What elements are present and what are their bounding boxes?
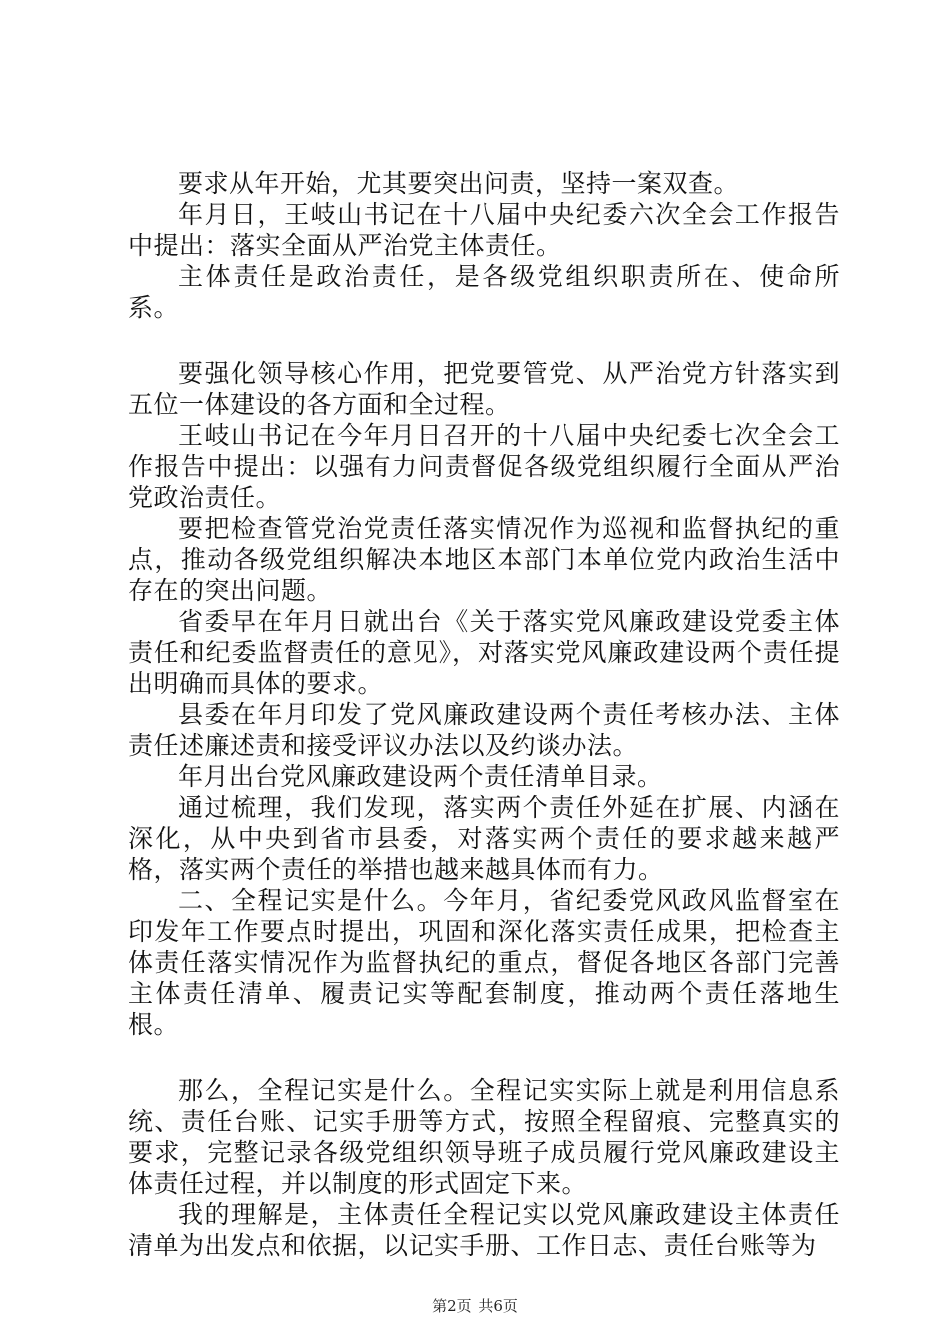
paragraph-6: 要把检查管党治党责任落实情况作为巡视和监督执纪的重点，推动各级党组织解决本地区本部门本单位党内政治生活中存在的突出问题。 — [128, 514, 840, 605]
paragraph-11: 二、全程记实是什么。今年月，省纪委党风政风监督室在印发年工作要点时提出，巩固和深化落实责任成果，把检查主体责任落实情况作为监督执纪的重点，督促各地区各部门完善主体责任清单、履责记实等配套制度，推动两个责任落地生根。 — [128, 886, 840, 1039]
paragraph-13: 我的理解是，主体责任全程记实以党风廉政建设主体责任清单为出发点和依据，以记实手册、工作日志、责任台账等为 — [128, 1200, 840, 1260]
paragraph-4: 要强化领导核心作用，把党要管党、从严治党方针落实到五位一体建设的各方面和全过程。 — [128, 359, 840, 419]
paragraph-2: 年月日，王岐山书记在十八届中央纪委六次全会工作报告中提出：落实全面从严治党主体责任。 — [128, 200, 840, 260]
page-number: 第2页 — [432, 1297, 472, 1315]
paragraph-10: 通过梳理，我们发现，落实两个责任外延在扩展、内涵在深化，从中央到省市县委，对落实两个责任的要求越来越严格，落实两个责任的举措也越来越具体而有力。 — [128, 793, 840, 884]
paragraph-12: 那么，全程记实是什么。全程记实实际上就是利用信息系统、责任台账、记实手册等方式，按照全程留痕、完整真实的要求，完整记录各级党组织领导班子成员履行党风廉政建设主体责任过程，并以制度的形式固定下来。 — [128, 1076, 840, 1198]
paragraph-5: 王岐山书记在今年月日召开的十八届中央纪委七次全会工作报告中提出：以强有力问责督促各级党组织履行全面从严治党政治责任。 — [128, 421, 840, 512]
paragraph-7: 省委早在年月日就出台《关于落实党风廉政建设党委主体责任和纪委监督责任的意见》，对落实党风廉政建设两个责任提出明确而具体的要求。 — [128, 607, 840, 698]
paragraph-1: 要求从年开始，尤其要突出问责，坚持一案双查。 — [178, 169, 740, 198]
page-total: 共6页 — [478, 1297, 518, 1315]
paragraph-8: 县委在年月印发了党风廉政建设两个责任考核办法、主体责任述廉述责和接受评议办法以及约谈办法。 — [128, 700, 840, 760]
paragraph-3: 主体责任是政治责任，是各级党组织职责所在、使命所系。 — [128, 262, 840, 322]
document-body — [128, 168, 840, 1261]
page-footer — [0, 1297, 950, 1315]
paragraph-9: 年月出台党风廉政建设两个责任清单目录。 — [178, 762, 663, 791]
